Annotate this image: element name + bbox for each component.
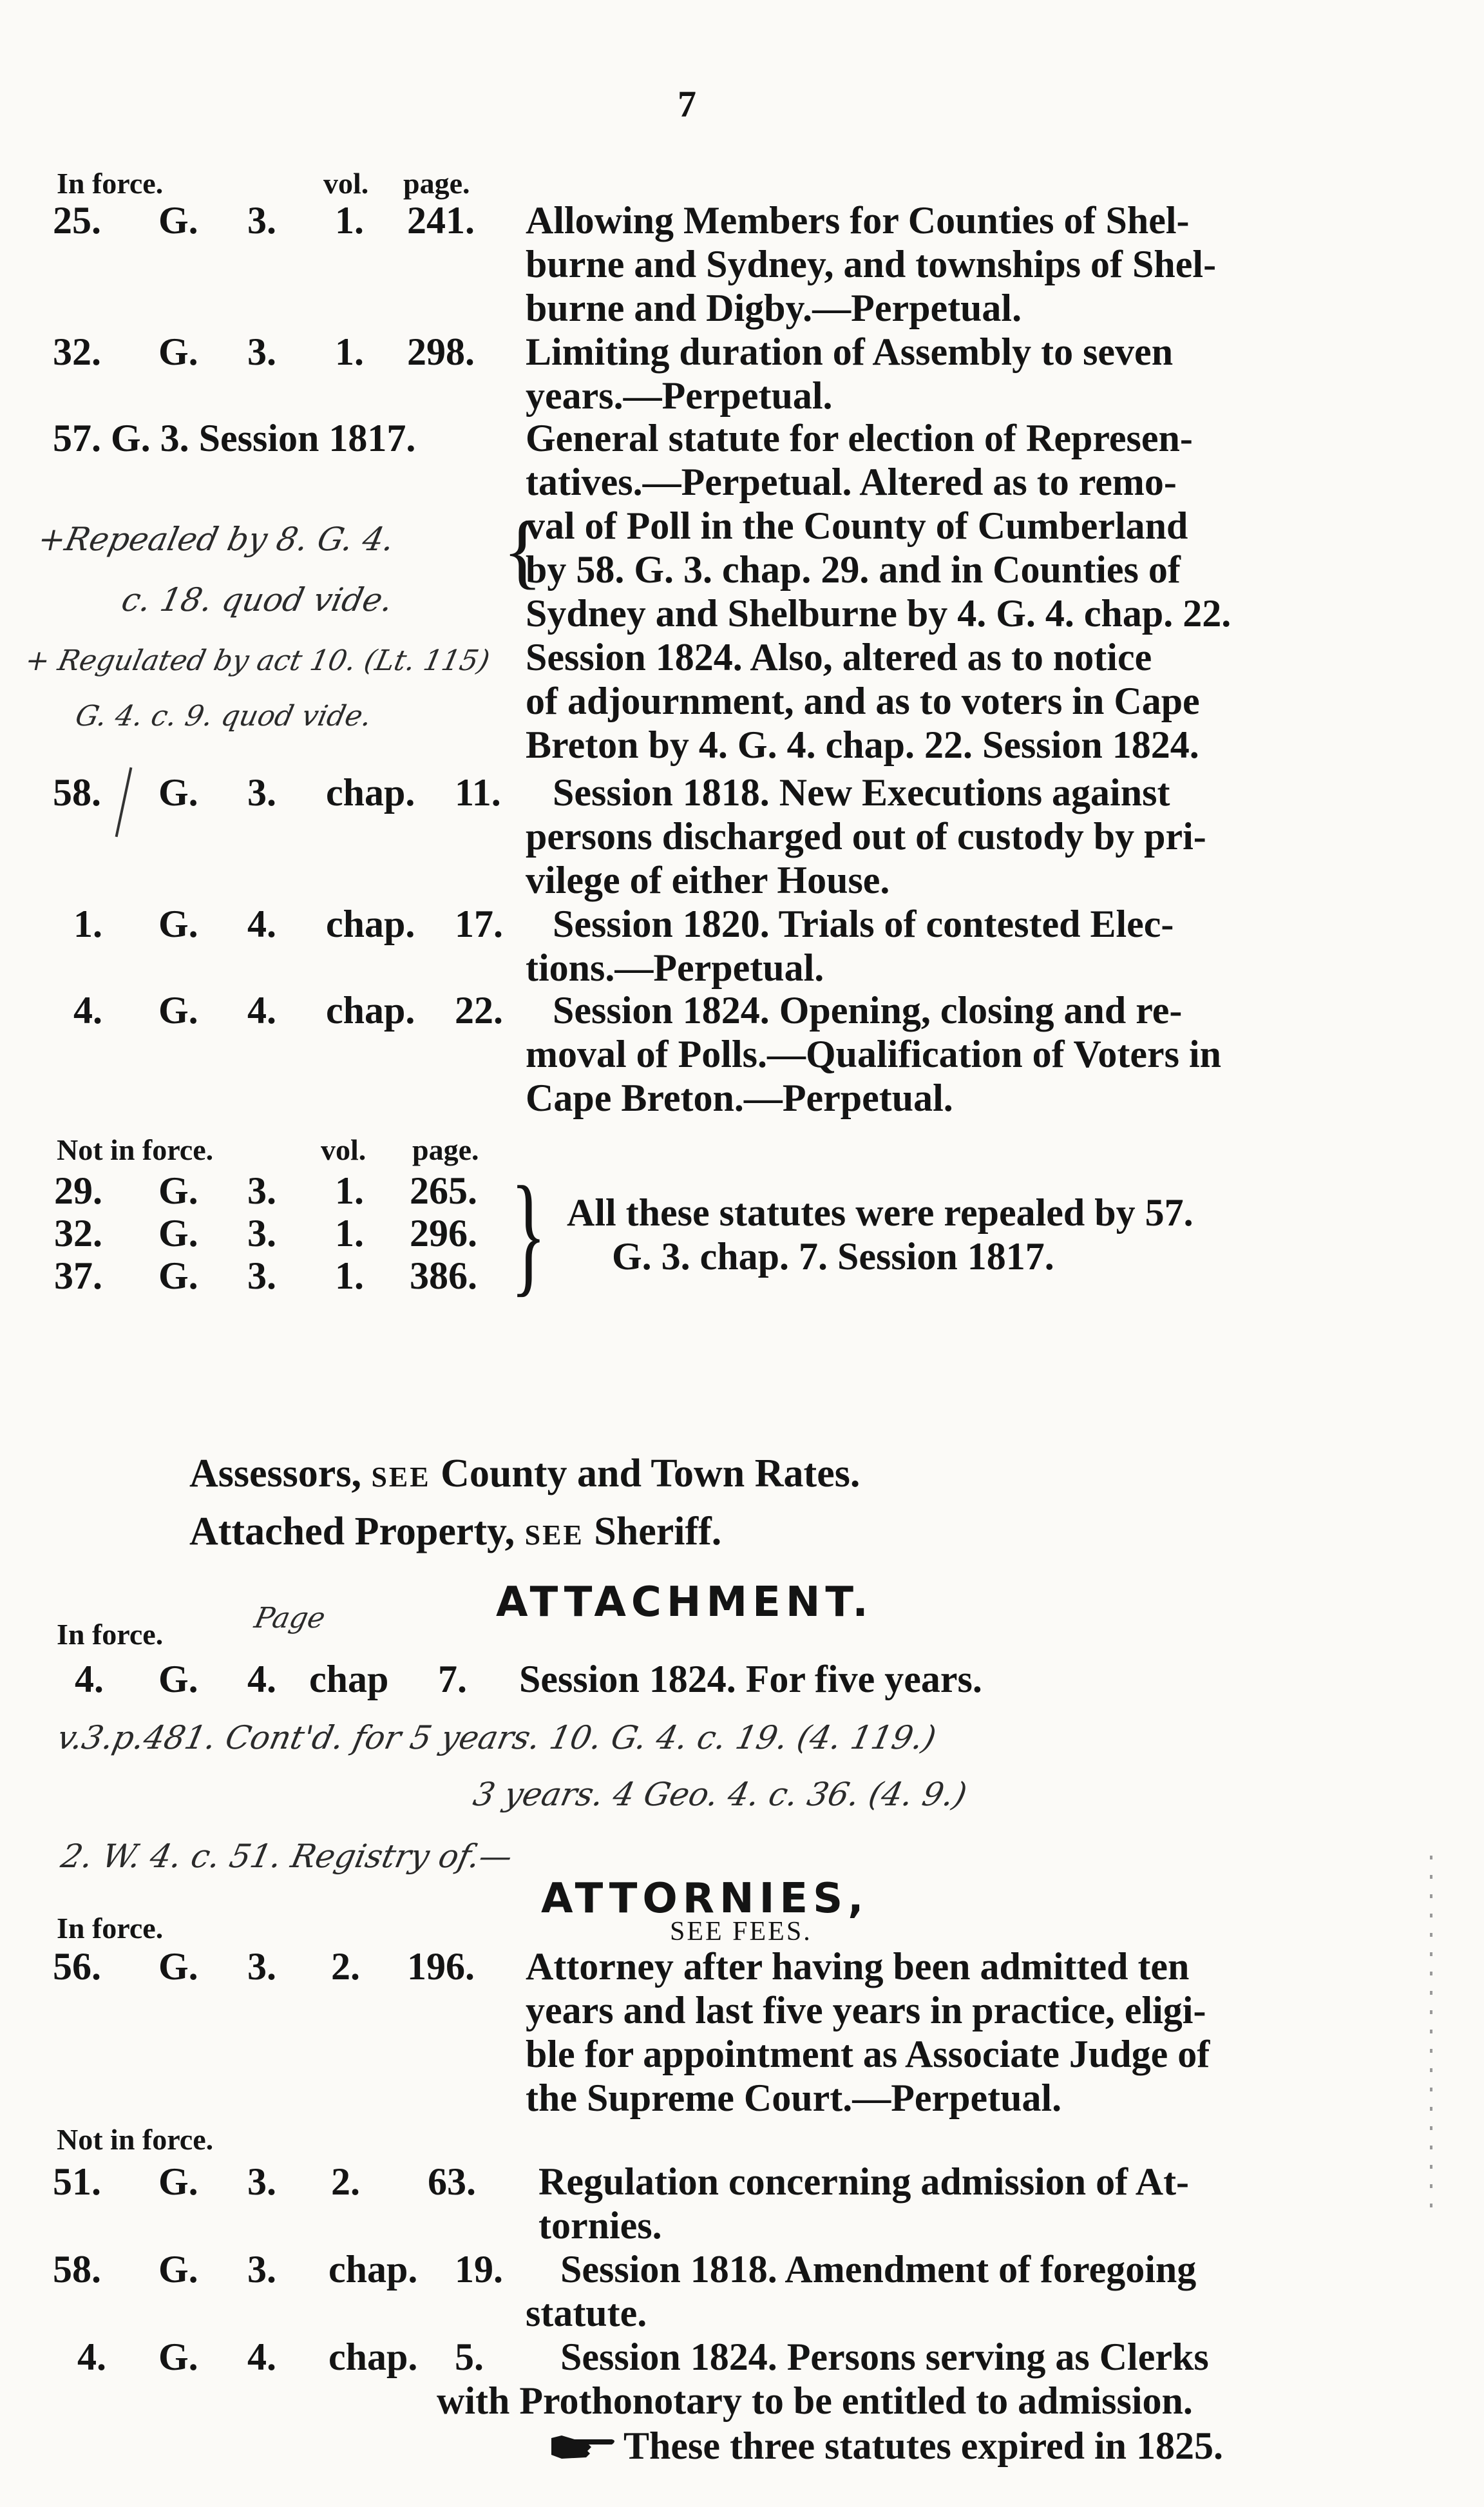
- ref-year: 1.: [73, 903, 102, 945]
- handwritten-bracket: {: [502, 504, 543, 597]
- page-label: page.: [412, 1133, 479, 1166]
- expiry-note: These three statutes expired in 1825.: [623, 2425, 1224, 2467]
- ref-king: G.: [158, 1254, 198, 1297]
- statute-description: [526, 2247, 1197, 2335]
- text-line: years.—Perpetual.: [526, 374, 833, 417]
- ref-vol: 1.: [335, 1254, 364, 1297]
- statute-description: [437, 2335, 1209, 2423]
- ref-page: 386.: [410, 1254, 477, 1297]
- in-force-label: In force.: [57, 1618, 164, 1651]
- text-line: Session 1824. Opening, closing and re-: [553, 989, 1183, 1032]
- text-line: Session 1824. Also, altered as to notice: [526, 636, 1152, 678]
- text-line: statute.: [526, 2292, 647, 2334]
- ref-chap: chap.: [326, 903, 415, 945]
- handwritten-note: v.3.p.481. Cont'd. for 5 years. 10. G. 4. c. 19. (4. 119.): [53, 1719, 940, 1756]
- ref-page: 296.: [410, 1212, 477, 1254]
- ref-king: G.: [158, 2160, 198, 2203]
- text-line: Session 1820. Trials of contested Elec-: [553, 903, 1174, 945]
- text-line: General statute for election of Represen-: [526, 417, 1193, 459]
- cross-ref-target: Sheriff.: [594, 1510, 722, 1553]
- cross-ref-term: Attached Property,: [189, 1510, 515, 1553]
- grouping-brace: }: [510, 1159, 547, 1309]
- ref-chap: chap.: [326, 771, 415, 814]
- ref-reign: 4.: [247, 1658, 276, 1700]
- ref-year: 58.: [53, 2248, 101, 2291]
- statute-description: [526, 198, 1216, 330]
- ref-year: 4.: [73, 989, 102, 1032]
- vol-label: vol.: [323, 167, 369, 200]
- ref-reign: 3.: [247, 2248, 276, 2291]
- text-line: the Supreme Court.—Perpetual.: [526, 2077, 1062, 2119]
- ref-year: 32.: [53, 331, 101, 373]
- ref-number: 17.: [455, 903, 503, 945]
- ref-page: 241.: [407, 199, 475, 242]
- ref-vol: 1.: [335, 1212, 364, 1254]
- text-line: burne and Sydney, and townships of Shel-: [526, 243, 1217, 285]
- text-line: ble for appointment as Associate Judge of: [526, 2033, 1210, 2075]
- in-force-label: In force.: [57, 167, 164, 200]
- ref-reign: 3.: [247, 2160, 276, 2203]
- ref-reign: 4.: [247, 2336, 276, 2378]
- statute-description: [526, 416, 1231, 767]
- ref-chap: chap.: [326, 989, 415, 1032]
- ref-reign: 4.: [247, 989, 276, 1032]
- ref-king: G.: [158, 903, 198, 945]
- handwritten-note: +Repealed by 8. G. 4.: [34, 521, 398, 558]
- ref-vol: 1.: [335, 331, 364, 373]
- handwritten-note: + Regulated by act 10. (Lt. 115): [22, 644, 493, 677]
- text-line: of adjournment, and as to voters in Cape: [526, 680, 1200, 722]
- ref-year: 4.: [75, 1658, 104, 1700]
- section-title-attornies: ATTORNIES,: [541, 1875, 869, 1923]
- ref-number: 5.: [455, 2336, 484, 2378]
- ref-vol: 1.: [335, 199, 364, 242]
- not-in-force-label: Not in force.: [57, 1133, 214, 1166]
- ref-vol: 2.: [331, 2160, 360, 2203]
- ref-number: 19.: [455, 2248, 503, 2291]
- text-line: val of Poll in the County of Cumberland: [526, 504, 1188, 547]
- ref-year: 56.: [53, 1945, 101, 1988]
- text-line: vilege of either House.: [526, 859, 890, 901]
- see-label: SEE: [524, 1519, 584, 1551]
- ref-number: 11.: [455, 771, 501, 814]
- ref-reign: 3.: [247, 771, 276, 814]
- text-line: Sydney and Shelburne by 4. G. 4. chap. 22.: [526, 592, 1232, 635]
- ref-year: 4.: [77, 2336, 106, 2378]
- statute-description: [526, 902, 1174, 990]
- repeal-note-line: All these statutes were repealed by 57.: [567, 1191, 1194, 1234]
- text-line: burne and Digby.—Perpetual.: [526, 287, 1022, 329]
- text-line: with Prothonotary to be entitled to admission.: [437, 2379, 1193, 2422]
- ref-king: G.: [158, 1658, 198, 1700]
- ref-year: 25.: [53, 199, 101, 242]
- ref-page: 63.: [428, 2160, 476, 2203]
- text-line: Allowing Members for Counties of Shel-: [526, 199, 1190, 242]
- cross-ref: [189, 1451, 860, 1497]
- pointing-hand-icon: [549, 2429, 620, 2464]
- ref-number: 7.: [438, 1658, 467, 1700]
- ref-year: 29.: [54, 1169, 102, 1212]
- statute-description: [526, 771, 1206, 902]
- ref-king: G.: [158, 2248, 198, 2291]
- ref-king: G.: [158, 331, 198, 373]
- text-line: tions.—Perpetual.: [526, 946, 824, 989]
- stray-mark: [1430, 1856, 1432, 2216]
- text-line: Attorney after having been admitted ten: [526, 1945, 1190, 1988]
- text-line: Session 1824. Persons serving as Clerks: [560, 2336, 1209, 2378]
- text-line: Limiting duration of Assembly to seven: [526, 331, 1174, 373]
- ref-reign: 3.: [247, 1945, 276, 1988]
- cross-ref-target: County and Town Rates.: [441, 1452, 861, 1495]
- handwritten-stroke: [115, 767, 133, 837]
- page-label: page.: [403, 167, 470, 200]
- ref-reign: 3.: [247, 1254, 276, 1297]
- ref-year: 32.: [54, 1212, 102, 1254]
- text-line: years and last five years in practice, eligi-: [526, 1989, 1206, 2032]
- vol-label: vol.: [321, 1133, 366, 1166]
- handwritten-note: G. 4. c. 9. quod vide.: [72, 700, 375, 733]
- ref-year: 51.: [53, 2160, 101, 2203]
- text-line: Session 1818. New Executions against: [553, 771, 1170, 814]
- text-line: tornies.: [538, 2204, 662, 2247]
- ref-vol: 1.: [335, 1169, 364, 1212]
- statute-description: [526, 988, 1221, 1120]
- ref-citation: 57. G. 3. Session 1817.: [53, 417, 416, 459]
- statute-description: [526, 1945, 1210, 2120]
- ref-reign: 4.: [247, 903, 276, 945]
- ref-reign: 3.: [247, 199, 276, 242]
- ref-reign: 3.: [247, 1169, 276, 1212]
- ref-king: G.: [158, 199, 198, 242]
- ref-page: 298.: [407, 331, 475, 373]
- ref-number: 22.: [455, 989, 503, 1032]
- ref-king: G.: [158, 1169, 198, 1212]
- text-line: persons discharged out of custody by pri-: [526, 815, 1206, 858]
- ref-king: G.: [158, 1945, 198, 1988]
- text-line: moval of Polls.—Qualification of Voters in: [526, 1033, 1221, 1075]
- ref-king: G.: [158, 1212, 198, 1254]
- handwritten-note: 2. W. 4. c. 51. Registry of.—: [57, 1838, 516, 1875]
- page-number: 7: [678, 83, 696, 125]
- in-force-label: In force.: [57, 1912, 164, 1945]
- statute-description: Session 1824. For five years.: [519, 1658, 982, 1700]
- text-line: Breton by 4. G. 4. chap. 22. Session 1824.: [526, 724, 1199, 766]
- handwritten-note: 3 years. 4 Geo. 4. c. 36. (4. 9.): [470, 1776, 971, 1813]
- handwritten-note: c. 18. quod vide.: [118, 581, 397, 619]
- ref-chap: chap.: [328, 2336, 418, 2378]
- not-in-force-label: Not in force.: [57, 2123, 214, 2156]
- text-line: by 58. G. 3. chap. 29. and in Counties of: [526, 548, 1181, 591]
- ref-page: 265.: [410, 1169, 477, 1212]
- ref-king: G.: [158, 989, 198, 1032]
- text-line: Cape Breton.—Perpetual.: [526, 1077, 953, 1119]
- ref-year: 37.: [54, 1254, 102, 1297]
- statute-description: [526, 330, 1173, 418]
- ref-vol: 2.: [331, 1945, 360, 1988]
- statute-description: [538, 2160, 1189, 2247]
- section-title-attachment: ATTACHMENT.: [496, 1579, 873, 1626]
- ref-chap: chap.: [328, 2248, 418, 2291]
- cross-ref: [189, 1509, 721, 1555]
- ref-chap: chap: [309, 1658, 389, 1700]
- ref-page: 196.: [407, 1945, 475, 1988]
- repeal-note-line: G. 3. chap. 7. Session 1817.: [612, 1235, 1054, 1278]
- ref-king: G.: [158, 771, 198, 814]
- text-line: Regulation concerning admission of At-: [538, 2160, 1190, 2203]
- ref-reign: 3.: [247, 331, 276, 373]
- see-label: SEE: [371, 1461, 431, 1493]
- text-line: Session 1818. Amendment of foregoing: [560, 2248, 1197, 2291]
- ref-king: G.: [158, 2336, 198, 2378]
- ref-year: 58.: [53, 771, 101, 814]
- handwritten-note: Page: [251, 1602, 328, 1635]
- ref-reign: 3.: [247, 1212, 276, 1254]
- text-line: tatives.—Perpetual. Altered as to remo-: [526, 461, 1177, 503]
- cross-ref-term: Assessors,: [189, 1452, 361, 1495]
- see-fees-label: SEE FEES.: [670, 1917, 812, 1946]
